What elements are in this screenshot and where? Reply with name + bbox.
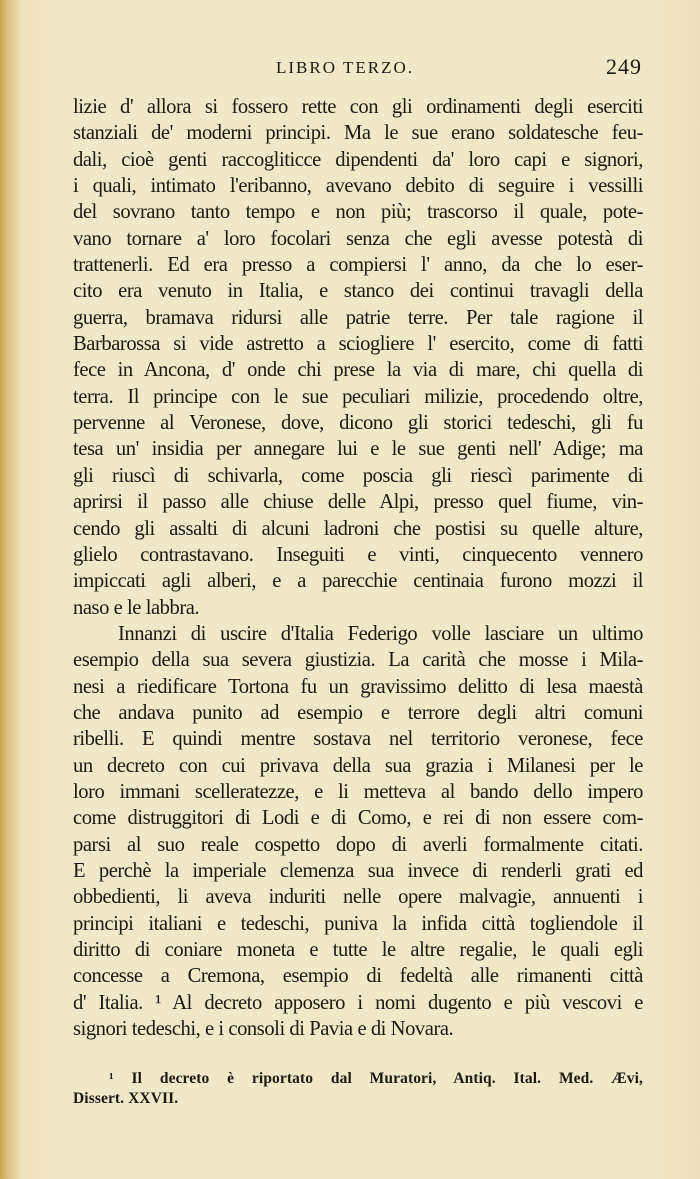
text-line: concesse a Cremona, esempio di fedeltà alle rimanenti città (73, 965, 643, 988)
text-line: trattenerli. Ed era presso a compiersi l' anno, da che lo eser- (73, 254, 643, 277)
text-line: aprirsi il passo alle chiuse delle Alpi, presso quel fiume, vin- (73, 491, 643, 514)
footnote (73, 1069, 643, 1109)
text-line: lizie d' allora si fossero rette con gli ordinamenti degli eserciti (73, 96, 643, 118)
text-line: Barbarossa si vide astretto a sciogliere l' esercito, come di fatti (73, 333, 643, 356)
footnote-line: ¹ Il decreto è riportato dal Muratori, Antiq. Ital. Med. Ævi, (109, 1070, 643, 1087)
text-line: del sovrano tanto tempo e non più; trascorso il quale, pote- (73, 201, 643, 224)
text-line: tesa un' insidia per annegare lui e le sue genti nell' Adige; ma (73, 438, 643, 461)
text-line: diritto di coniare moneta e tutte le altre regalie, le quali egli (73, 939, 643, 961)
text-line: un decreto con cui privava della sua grazia i Milanesi per le (73, 754, 643, 777)
text-line: stanziali de' moderni principi. Ma le sue erano soldatesche feu- (73, 122, 643, 145)
text-line: nesi a riedificare Tortona fu un gravissimo delitto di lesa maestà (73, 675, 643, 698)
running-title: LIBRO TERZO. (276, 58, 414, 77)
text-line: E perchè la imperiale clemenza sua invece di renderli grati ed (73, 859, 643, 882)
text-line: obbedienti, li aveva induriti nelle opere malvagie, annuenti i (73, 886, 643, 909)
text-line: loro immani scelleratezze, e li metteva al bando dello impero (73, 780, 643, 803)
text-line: che andava punito ad esempio e terrore degli altri comuni (73, 701, 643, 724)
text-line: guerra, bramava ridursi alle patrie terre. Per tale ragione il (73, 306, 643, 329)
text-line: d' Italia. ¹ Al decreto apposero i nomi dugento e più vescovi e (73, 991, 643, 1014)
body-text (73, 94, 643, 1042)
text-line: parsi al suo reale cospetto dopo di averli formalmente citati. (73, 833, 643, 856)
text-line: vano tornare a' loro focolari senza che egli avesse potestà di (73, 227, 643, 250)
text-line: ribelli. E quindi mentre sostava nel territorio veronese, fece (73, 728, 643, 751)
text-line: cendo gli assalti di alcuni ladroni che postisi su quelle alture, (73, 517, 643, 540)
text-line: fece in Ancona, d' onde chi prese la via di mare, chi quella di (73, 359, 643, 382)
paragraph-last-line: signori tedeschi, e i consoli di Pavia e di Novara. (73, 1018, 454, 1041)
text-line: come distruggitori di Lodi e di Como, e rei di non essere com- (73, 807, 643, 830)
text-line: terra. Il principe con le sue peculiari milizie, procedendo oltre, (73, 385, 643, 408)
page-number: 249 (606, 54, 642, 79)
text-line: i quali, intimato l'eribanno, avevano debito di seguire i vessilli (73, 175, 643, 198)
text-line: dali, cioè genti raccogliticce dipendenti da' loro capi e signori, (73, 148, 643, 171)
text-line: pervenne al Veronese, dove, dicono gli storici tedeschi, gli fu (73, 412, 643, 435)
text-line: cito era venuto in Italia, e stanco dei continui travagli della (73, 280, 643, 303)
text-line: glielo contrastavano. Inseguiti e vinti, cinquecento vennero (73, 543, 643, 566)
footnote-line: Dissert. XXVII. (73, 1090, 179, 1107)
text-line: esempio della sua severa giustizia. La carità che mosse i Mila- (73, 649, 643, 672)
paragraph-last-line: naso e le labbra. (73, 596, 200, 619)
running-head (0, 54, 700, 88)
text-line: gli riuscì di schivarla, come poscia gli riescì parimente di (73, 464, 643, 487)
text-line: principi italiani e tedeschi, puniva la infida città togliendole il (73, 912, 643, 935)
paragraph-first-line: Innanzi di uscire d'Italia Federigo volle lasciare un ultimo (118, 622, 643, 645)
text-line: impiccati agli alberi, e a parecchie centinaia furono mozzi il (73, 570, 643, 593)
